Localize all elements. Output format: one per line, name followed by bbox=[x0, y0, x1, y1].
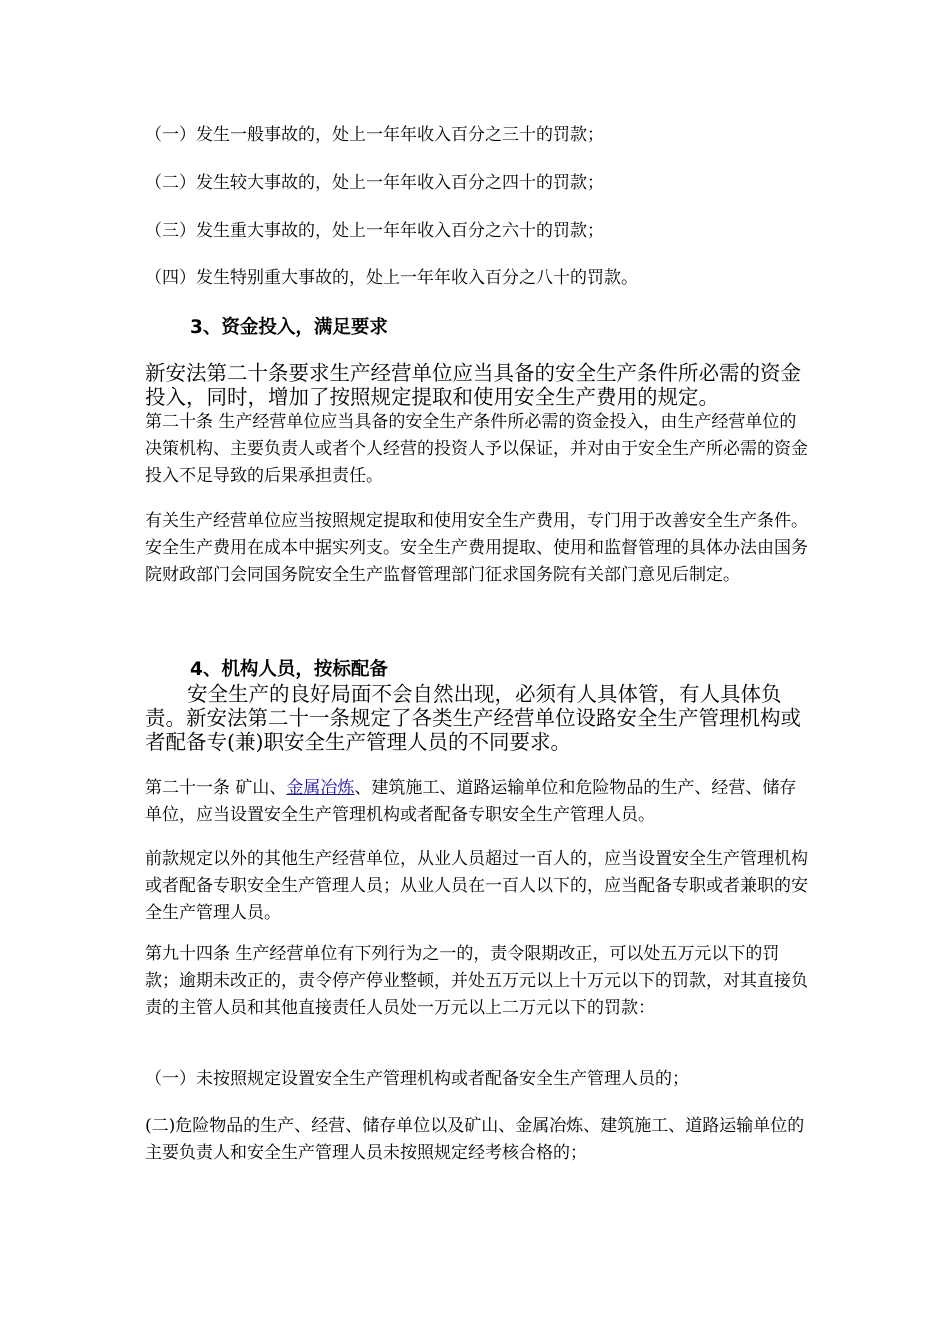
metal-smelting-link[interactable]: 金属冶炼 bbox=[286, 778, 355, 798]
section-4-heading: 4、机构人员，按标配备 bbox=[190, 659, 388, 680]
article-20-text: 第二十条 生产经营单位应当具备的安全生产条件所必需的资金投入，由生产经营单位的决策机构、主要负责人或者个人经营的投资人予以保证，并对由于安全生产所必需的资金投入不足导致的后果承担责任。 bbox=[145, 412, 808, 486]
penalty-item-3: （三）发生重大事故的，处上一年年收入百分之六十的罚款； bbox=[145, 221, 604, 241]
article-21-text bbox=[145, 775, 810, 829]
article-21-suffix: 、建筑施工、道路运输单位和危险物品的生产、经营、储存单位，应当设置安全生产管理机构或者配备专职安全生产管理人员。 bbox=[145, 778, 797, 825]
section-3-intro: 新安法第二十条要求生产经营单位应当具备的安全生产条件所必需的资金投入，同时，增加了按照规定提取和使用安全生产费用的规定。 bbox=[145, 361, 801, 409]
penalty-item-4: （四）发生特别重大事故的，处上一年年收入百分之八十的罚款。 bbox=[145, 268, 638, 288]
article-94-item-2: (二)危险物品的生产、经营、储存单位以及矿山、金属冶炼、建筑施工、道路运输单位的主要负责人和安全生产管理人员未按照规定经考核合格的； bbox=[145, 1116, 805, 1163]
article-20-paragraph-2: 有关生产经营单位应当按照规定提取和使用安全生产费用，专门用于改善安全生产条件。安全生产费用在成本中据实列支。安全生产费用提取、使用和监督管理的具体办法由国务院财政部门会同国务院安全生产监督管理部门征求国务院有关部门意见后制定。 bbox=[145, 511, 808, 585]
section-4-intro: 安全生产的良好局面不会自然出现，必须有人具体管，有人具体负责。新安法第二十一条规定了各类生产经营单位设路安全生产管理机构或者配备专(兼)职安全生产管理人员的不同要求。 bbox=[145, 682, 801, 754]
article-94-text: 第九十四条 生产经营单位有下列行为之一的，责令限期改正，可以处五万元以下的罚款；逾期未改正的，责令停产停业整顿，并处五万元以上十万元以下的罚款，对其直接负责的主管人员和其他直接责任人员处一万元以上二万元以下的罚款： bbox=[145, 944, 808, 1018]
section-3-heading: 3、资金投入，满足要求 bbox=[190, 317, 388, 338]
article-94-item-1: （一）未按照规定设置安全生产管理机构或者配备安全生产管理人员的； bbox=[145, 1069, 689, 1089]
penalty-item-2: （二）发生较大事故的，处上一年年收入百分之四十的罚款； bbox=[145, 173, 604, 193]
penalty-item-1: （一）发生一般事故的，处上一年年收入百分之三十的罚款； bbox=[145, 125, 604, 145]
article-21-prefix: 第二十一条 矿山、 bbox=[145, 778, 287, 798]
article-21-paragraph-2: 前款规定以外的其他生产经营单位，从业人员超过一百人的，应当设置安全生产管理机构或者配备专职安全生产管理人员；从业人员在一百人以下的，应当配备专职或者兼职的安全生产管理人员。 bbox=[145, 849, 808, 923]
